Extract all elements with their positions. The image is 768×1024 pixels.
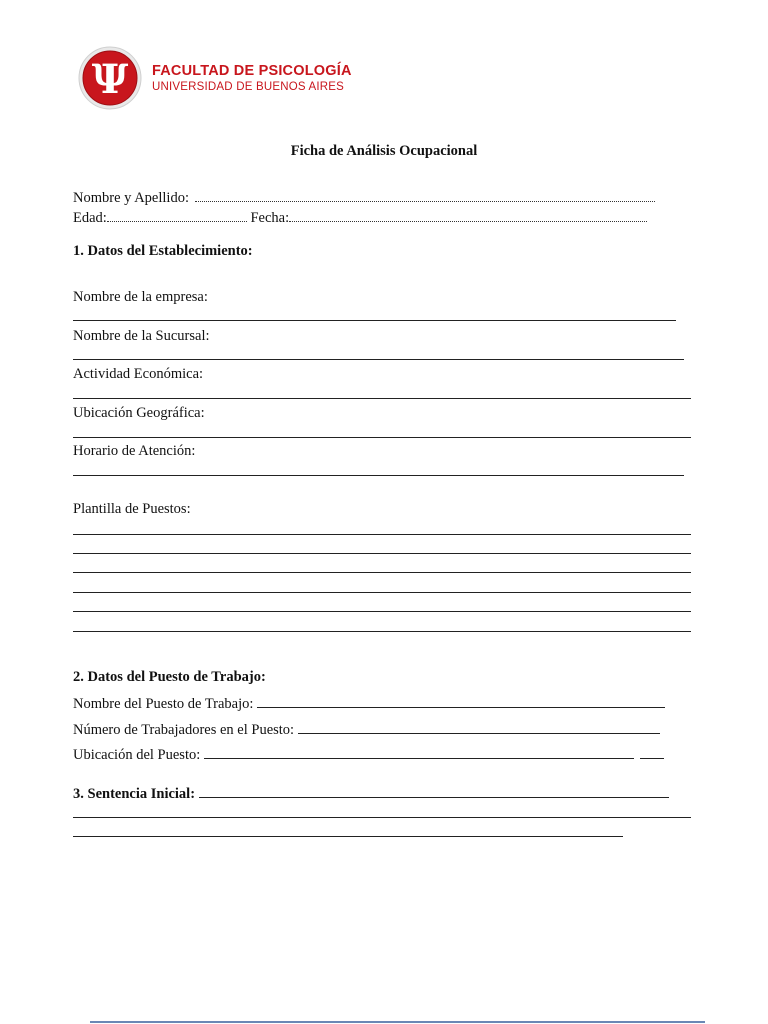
initial-statement-line[interactable] — [73, 836, 623, 837]
section2-heading: 2. Datos del Puesto de Trabajo: — [73, 669, 266, 685]
name-field[interactable] — [195, 189, 655, 202]
worker-count-field[interactable] — [298, 720, 660, 734]
job-location-field-extra[interactable] — [640, 745, 664, 759]
name-label: Nombre y Apellido: — [73, 190, 189, 206]
psychology-faculty-logo-icon — [78, 46, 142, 110]
location-label: Ubicación Geográfica: — [73, 405, 205, 421]
initial-statement-row — [73, 784, 669, 803]
opening-hours-label: Horario de Atención: — [73, 443, 196, 459]
form-title: Ficha de Análisis Ocupacional — [290, 143, 478, 159]
job-location-field[interactable] — [204, 745, 634, 759]
job-name-field[interactable] — [257, 694, 665, 708]
job-location-label: Ubicación del Puesto: — [73, 747, 201, 763]
job-name-row — [73, 694, 665, 713]
date-field[interactable] — [289, 209, 647, 222]
footer-divider — [90, 1021, 705, 1023]
job-name-label: Nombre del Puesto de Trabajo: — [73, 696, 254, 712]
worker-count-label: Número de Trabajadores en el Puesto: — [73, 722, 295, 738]
age-date-row — [73, 209, 647, 227]
opening-hours-line[interactable] — [73, 475, 684, 476]
staff-positions-line[interactable] — [73, 611, 691, 612]
company-name-label: Nombre de la empresa: — [73, 289, 208, 305]
staff-positions-line[interactable] — [73, 631, 691, 632]
age-label: Edad: — [73, 210, 107, 226]
staff-positions-line[interactable] — [73, 553, 691, 554]
faculty-header — [78, 46, 352, 110]
staff-positions-line[interactable] — [73, 534, 691, 535]
name-row — [73, 189, 655, 207]
staff-positions-label: Plantilla de Puestos: — [73, 501, 191, 517]
staff-positions-line[interactable] — [73, 572, 691, 573]
date-label: Fecha: — [250, 210, 290, 226]
economic-activity-label: Actividad Económica: — [73, 366, 204, 382]
initial-statement-line[interactable] — [73, 817, 691, 818]
worker-count-row — [73, 720, 660, 739]
section1-heading: 1. Datos del Establecimiento: — [73, 243, 253, 259]
section3-heading: 3. Sentencia Inicial: — [73, 786, 196, 802]
age-field[interactable] — [107, 209, 247, 222]
psi-glyph: Ψ — [91, 56, 129, 103]
staff-positions-line[interactable] — [73, 592, 691, 593]
branch-name-line[interactable] — [73, 359, 684, 360]
economic-activity-line[interactable] — [73, 398, 691, 399]
company-name-line[interactable] — [73, 320, 676, 321]
location-line[interactable] — [73, 437, 691, 438]
university-name: UNIVERSIDAD DE BUENOS AIRES — [152, 80, 344, 93]
branch-name-label: Nombre de la Sucursal: — [73, 328, 210, 344]
job-location-row — [73, 745, 664, 764]
initial-statement-field[interactable] — [199, 784, 669, 798]
faculty-name: FACULTAD DE PSICOLOGÍA — [152, 62, 352, 79]
